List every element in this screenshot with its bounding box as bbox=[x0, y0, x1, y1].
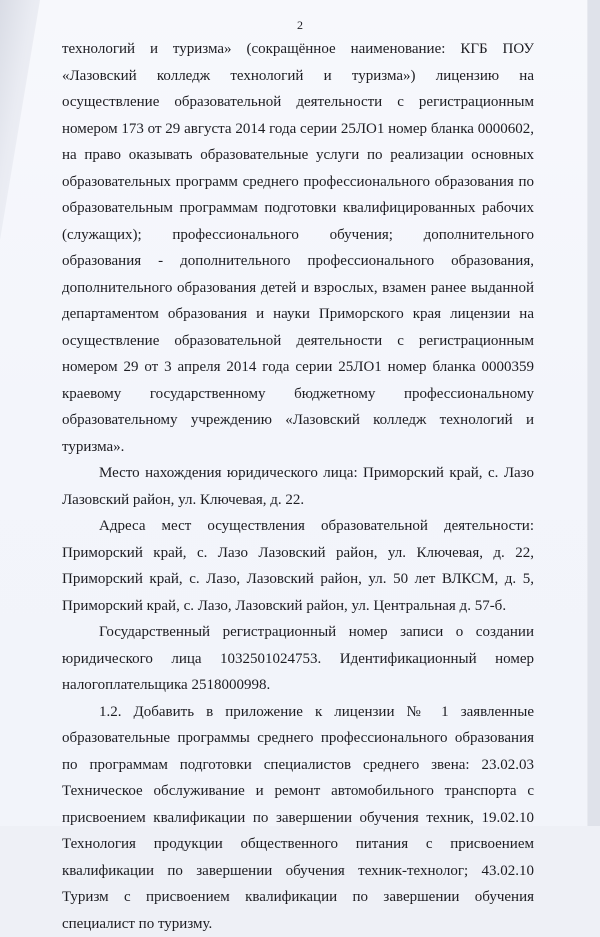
page-number: 2 bbox=[0, 18, 600, 33]
paragraph-section-1-2: 1.2. Добавить в приложение к лицензии № 1 заявленные образовательные программы среднего профессионального образования по программам подготовки специалистов среднего звена: 23.02.03 Техническое обслуживание и ремонт автомобильного транспорта с присвоением квалификации по завершении обучения техник, 19.02.10 Технология продукции общественного питания с присвоением квалификации по завершении обучения техник-технолог; 43.02.10 Туризм с присвоением квалификации по завершении обучения специалист по туризму. bbox=[62, 699, 534, 937]
paragraph-license-info: технологий и туризма» (сокращённое наименование: КГБ ПОУ «Лазовский колледж технологий и туризма») лицензию на осуществление образовательной деятельности с регистрационным номером 173 от 29 августа 2014 года серии 25ЛО1 номер бланка 0000602, на право оказывать образовательные услуги по реализации основных образовательных программ среднего профессионального образования по образовательным программам подготовки квалифицированных рабочих (служащих); профессионального обучения; дополнительного образования - дополнительного профессионального образования, дополнительного образования детей и взрослых, взамен ранее выданной департаментом образования и науки Приморского края лицензии на осуществление образовательной деятельности с регистрационным номером 29 от 3 апреля 2014 года серии 25ЛО1 номер бланка 0000359 краевому государственному бюджетному профессиональному образовательному учреждению «Лазовский колледж технологий и туризма». bbox=[62, 36, 534, 460]
paragraph-legal-address: Место нахождения юридического лица: Приморский край, с. Лазо Лазовский район, ул. Ключевая, д. 22. bbox=[62, 460, 534, 513]
page-edge bbox=[587, 0, 600, 826]
document-body bbox=[62, 36, 534, 937]
paragraph-activity-addresses: Адреса мест осуществления образовательной деятельности: Приморский край, с. Лазо Лазовский район, ул. Ключевая, д. 22, Приморский край, с. Лазо, Лазовский район, ул. 50 лет ВЛКСМ, д. 5, Приморский край, с. Лазо, Лазовский район, ул. Центральная д. 57-б. bbox=[62, 513, 534, 619]
paragraph-registration-numbers: Государственный регистрационный номер записи о создании юридического лица 1032501024753. Идентификационный номер налогоплательщика 2518000998. bbox=[62, 619, 534, 699]
